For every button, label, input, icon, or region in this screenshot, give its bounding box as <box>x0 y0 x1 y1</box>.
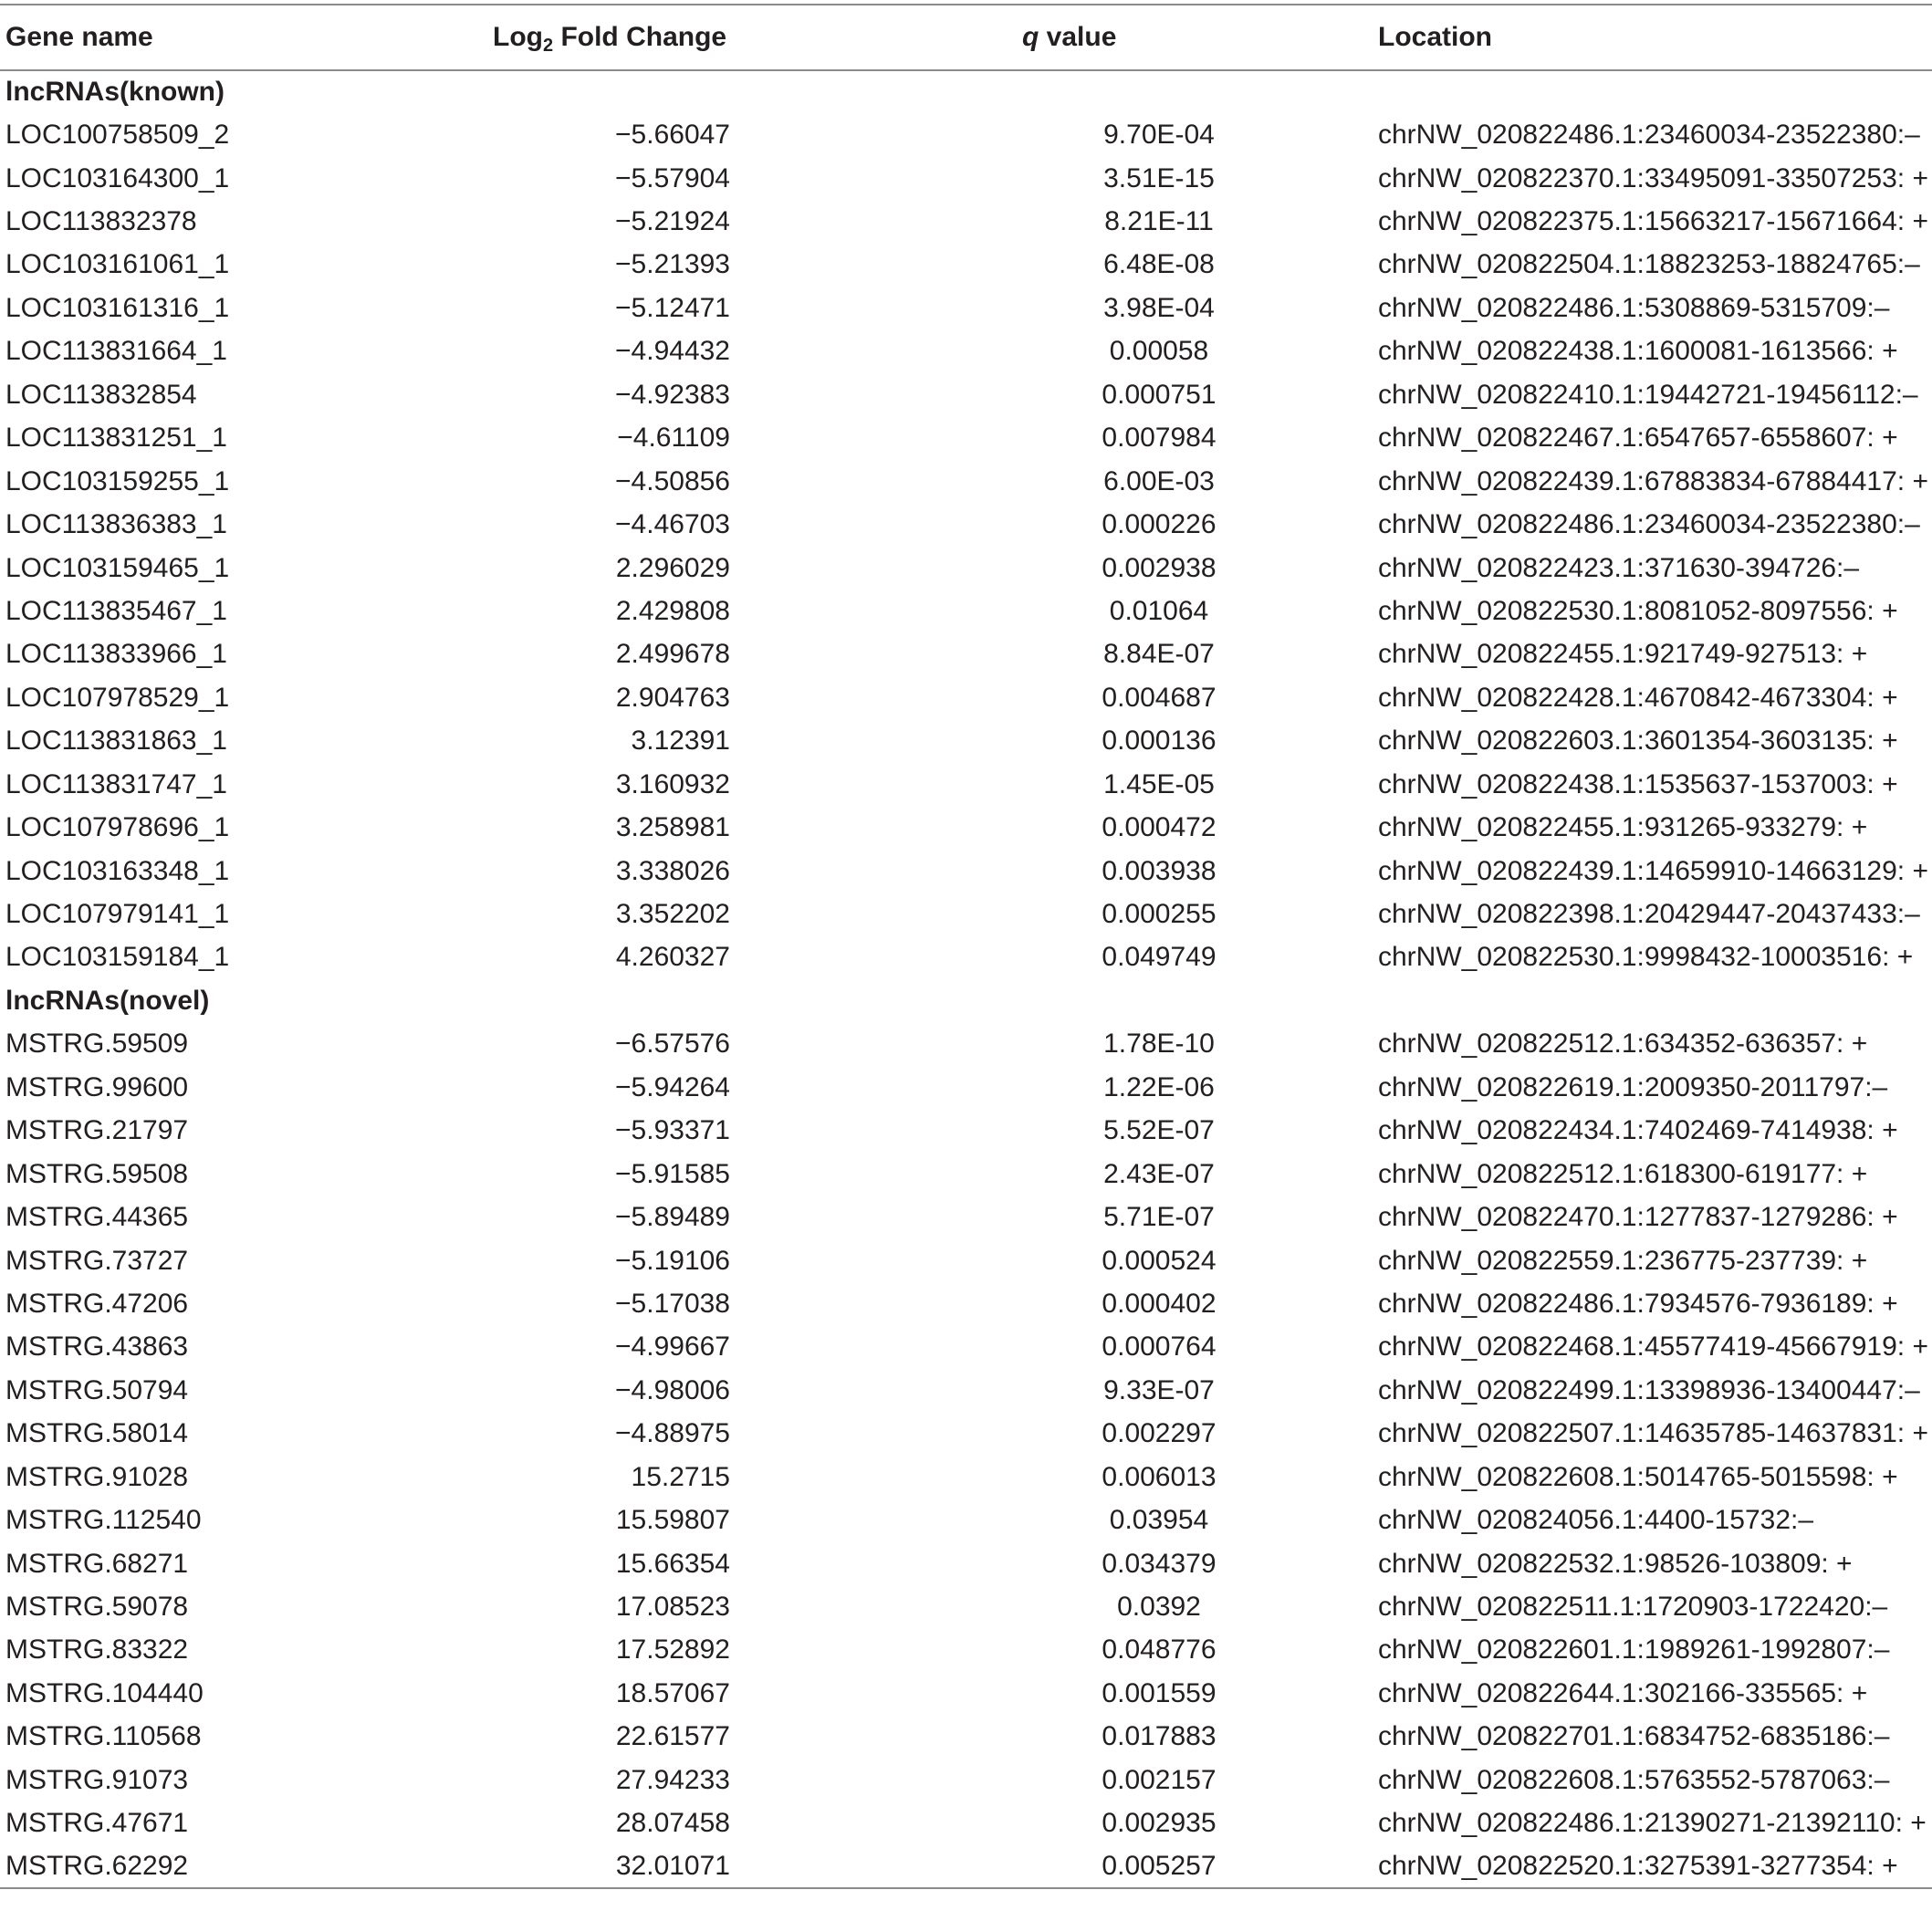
header-log2-fold-change: Log$_2$ Fold Change <box>475 5 949 70</box>
gene-name-cell: MSTRG.47206 <box>5 1288 189 1319</box>
gene-name-cell: LOC103159184_1 <box>5 942 230 973</box>
gene-name-cell: LOC103163348_1 <box>5 855 230 886</box>
location-cell: chrNW_020822428.1:4670842-4673304: + <box>1378 682 1898 713</box>
table-row <box>0 244 1932 287</box>
section-title: lncRNAs(novel) <box>5 985 210 1016</box>
gene-name-cell: MSTRG.59509 <box>5 1029 189 1060</box>
q-value-cell: 6.48E-08 <box>1103 249 1215 280</box>
table-row <box>0 1023 1932 1066</box>
location-cell: chrNW_020822470.1:1277837-1279286: + <box>1378 1202 1898 1233</box>
location-cell: chrNW_020822601.1:1989261-1992807:– <box>1378 1634 1890 1666</box>
section-title: lncRNAs(known) <box>5 77 225 108</box>
gene-name-cell: LOC113835467_1 <box>5 595 227 626</box>
q-value-cell: 5.52E-07 <box>1103 1115 1215 1146</box>
location-cell: chrNW_020822619.1:2009350-2011797:– <box>1378 1071 1888 1102</box>
log2-fold-change-cell: 17.52892 <box>615 1634 730 1666</box>
q-value-cell: 8.84E-07 <box>1103 639 1215 670</box>
location-cell: chrNW_020822520.1:3275391-3277354: + <box>1378 1845 1932 1888</box>
section-header-row <box>0 70 1932 113</box>
gene-name-cell: MSTRG.83322 <box>5 1634 189 1666</box>
log2-fold-change-cell: −4.98006 <box>615 1374 730 1405</box>
log2-fold-change-cell: 32.01071 <box>475 1845 949 1888</box>
location-cell: chrNW_020822486.1:21390271-21392110: + <box>1378 1808 1927 1839</box>
table-row <box>0 893 1932 935</box>
q-value-cell: 0.006013 <box>1102 1461 1217 1492</box>
table-row <box>0 200 1932 243</box>
q-value-cell: 1.78E-10 <box>1103 1029 1215 1060</box>
location-cell: chrNW_020822486.1:7934576-7936189: + <box>1378 1288 1898 1319</box>
table-row <box>0 1585 1932 1628</box>
section-header-row <box>0 979 1932 1022</box>
gene-name-cell: LOC100758509_2 <box>5 120 230 151</box>
log2-fold-change-cell: 3.12391 <box>631 726 730 757</box>
location-cell: chrNW_020822370.1:33495091-33507253: + <box>1378 162 1928 193</box>
q-value-cell: 0.049749 <box>1102 942 1217 973</box>
log2-fold-change-cell: 15.59807 <box>615 1505 730 1536</box>
log2-fold-change-cell: 4.260327 <box>615 942 730 973</box>
q-value-cell: 0.001559 <box>1102 1677 1217 1708</box>
gene-name-cell: MSTRG.43863 <box>5 1331 189 1363</box>
table-row <box>0 1672 1932 1715</box>
location-cell: chrNW_020822455.1:921749-927513: + <box>1378 639 1868 670</box>
log2-fold-change-cell: 22.61577 <box>615 1721 730 1752</box>
table-row <box>0 633 1932 676</box>
location-cell: chrNW_020824056.1:4400-15732:– <box>1378 1505 1814 1536</box>
q-value-cell: 0.000226 <box>1102 509 1217 540</box>
log2-fold-change-cell: 3.352202 <box>615 899 730 930</box>
table-row <box>0 503 1932 546</box>
log2-fold-change-cell: −5.66047 <box>615 120 730 151</box>
gene-name-cell: MSTRG.50794 <box>5 1374 189 1405</box>
gene-name-cell: MSTRG.110568 <box>5 1721 202 1752</box>
table-row <box>0 1629 1932 1672</box>
location-cell: chrNW_020822486.1:23460034-23522380:– <box>1378 509 1920 540</box>
q-value-cell: 0.03954 <box>1109 1505 1209 1536</box>
gene-name-cell: LOC107978529_1 <box>5 682 230 713</box>
gene-name-cell: MSTRG.21797 <box>5 1115 189 1146</box>
table-row <box>0 113 1932 156</box>
gene-name-cell: LOC113833966_1 <box>5 639 227 670</box>
location-cell: chrNW_020822530.1:8081052-8097556: + <box>1378 595 1898 626</box>
gene-name-cell: LOC113831251_1 <box>5 423 227 454</box>
location-cell: chrNW_020822504.1:18823253-18824765:– <box>1378 249 1920 280</box>
log2-fold-change-cell: 3.160932 <box>615 768 730 799</box>
table-row <box>0 373 1932 416</box>
log2-fold-change-cell: −4.50856 <box>615 465 730 496</box>
gene-name-cell: MSTRG.62292 <box>0 1845 475 1888</box>
location-cell: chrNW_020822511.1:1720903-1722420:– <box>1378 1592 1888 1623</box>
gene-name-cell: LOC113831664_1 <box>5 336 227 367</box>
gene-name-cell: LOC107979141_1 <box>5 899 230 930</box>
log2-fold-change-cell: −4.94432 <box>615 336 730 367</box>
log2-fold-change-cell: −5.12471 <box>615 292 730 323</box>
log2-fold-change-cell: −4.92383 <box>615 379 730 410</box>
q-value-cell: 0.003938 <box>1102 855 1217 886</box>
location-cell: chrNW_020822507.1:14635785-14637831: + <box>1378 1418 1928 1449</box>
table-row <box>0 1499 1932 1541</box>
q-value-cell: 0.048776 <box>1102 1634 1217 1666</box>
q-value-cell: 3.98E-04 <box>1103 292 1215 323</box>
table-row <box>0 1066 1932 1109</box>
header-row <box>0 5 1932 70</box>
location-cell: chrNW_020822398.1:20429447-20437433:– <box>1378 899 1920 930</box>
table-row <box>0 676 1932 719</box>
q-value-cell: 0.0392 <box>1117 1592 1201 1623</box>
location-cell: chrNW_020822486.1:23460034-23522380:– <box>1378 120 1920 151</box>
q-value-cell: 0.000472 <box>1102 812 1217 843</box>
location-cell: chrNW_020822559.1:236775-237739: + <box>1378 1245 1868 1276</box>
log2-fold-change-cell: −5.94264 <box>615 1071 730 1102</box>
location-cell: chrNW_020822423.1:371630-394726:– <box>1378 552 1860 583</box>
gene-name-cell: MSTRG.44365 <box>5 1202 189 1233</box>
log2-fold-change-cell: 2.904763 <box>615 682 730 713</box>
gene-name-cell: MSTRG.59078 <box>5 1592 189 1623</box>
gene-name-cell: LOC103164300_1 <box>5 162 230 193</box>
gene-name-cell: LOC113831863_1 <box>5 726 227 757</box>
table-row <box>0 720 1932 763</box>
gene-name-cell: LOC103159255_1 <box>5 465 230 496</box>
location-cell: chrNW_020822410.1:19442721-19456112:– <box>1378 379 1918 410</box>
table-row <box>0 417 1932 460</box>
log2-fold-change-cell: 3.258981 <box>615 812 730 843</box>
q-value-cell: 0.007984 <box>1102 423 1217 454</box>
q-value-cell: 1.22E-06 <box>1103 1071 1215 1102</box>
log2-fold-change-cell: −4.61109 <box>617 423 730 454</box>
location-cell: chrNW_020822439.1:14659910-14663129: + <box>1378 855 1928 886</box>
q-value-cell: 0.000136 <box>1102 726 1217 757</box>
log2-fold-change-cell: −6.57576 <box>615 1029 730 1060</box>
table-row <box>0 1110 1932 1153</box>
location-cell: chrNW_020822512.1:618300-619177: + <box>1378 1158 1868 1189</box>
lncrna-table <box>0 4 1932 1889</box>
table-row <box>0 1239 1932 1282</box>
gene-name-cell: MSTRG.59508 <box>5 1158 189 1189</box>
header-gene-name: Gene name <box>0 5 475 70</box>
location-cell: chrNW_020822603.1:3601354-3603135: + <box>1378 726 1898 757</box>
q-value-cell: 8.21E-11 <box>1104 206 1214 237</box>
gene-name-cell: MSTRG.58014 <box>5 1418 189 1449</box>
table-row <box>0 763 1932 806</box>
location-cell: chrNW_020822467.1:6547657-6558607: + <box>1378 423 1898 454</box>
table-row <box>0 936 1932 979</box>
q-value-cell: 0.017883 <box>1102 1721 1217 1752</box>
table-header <box>0 5 1932 70</box>
log2-fold-change-cell: −4.46703 <box>615 509 730 540</box>
q-value-cell: 9.70E-04 <box>1103 120 1215 151</box>
log2-fold-change-cell: 18.57067 <box>615 1677 730 1708</box>
gene-name-cell: LOC113831747_1 <box>5 768 227 799</box>
location-cell: chrNW_020822499.1:13398936-13400447:– <box>1378 1374 1920 1405</box>
location-cell: chrNW_020822644.1:302166-335565: + <box>1378 1677 1868 1708</box>
log2-fold-change-cell: −5.93371 <box>615 1115 730 1146</box>
location-cell: chrNW_020822512.1:634352-636357: + <box>1378 1029 1868 1060</box>
location-cell: chrNW_020822530.1:9998432-10003516: + <box>1378 942 1914 973</box>
table-row <box>0 547 1932 590</box>
q-value-cell: 0.002157 <box>1102 1764 1217 1795</box>
q-value-cell: 0.01064 <box>1109 595 1209 626</box>
table-row <box>0 1456 1932 1499</box>
location-cell: chrNW_020822468.1:45577419-45667919: + <box>1378 1331 1928 1363</box>
log2-fold-change-cell: −5.91585 <box>615 1158 730 1189</box>
gene-name-cell: LOC107978696_1 <box>5 812 230 843</box>
location-cell: chrNW_020822701.1:6834752-6835186:– <box>1378 1721 1890 1752</box>
table-row <box>0 1326 1932 1369</box>
gene-name-cell: LOC103161061_1 <box>5 249 230 280</box>
table-row <box>0 1542 1932 1585</box>
log2-fold-change-cell: −5.17038 <box>615 1288 730 1319</box>
table-row <box>0 1282 1932 1325</box>
table-row <box>0 1369 1932 1412</box>
log2-fold-change-cell: 2.429808 <box>615 595 730 626</box>
gene-name-cell: LOC113832378 <box>5 206 197 237</box>
log2-fold-change-cell: 28.07458 <box>615 1808 730 1839</box>
location-cell: chrNW_020822486.1:5308869-5315709:– <box>1378 292 1890 323</box>
location-cell: chrNW_020822438.1:1600081-1613566: + <box>1378 336 1898 367</box>
log2-fold-change-cell: 17.08523 <box>615 1592 730 1623</box>
location-cell: chrNW_020822455.1:931265-933279: + <box>1378 812 1868 843</box>
header-q-value: q value <box>949 5 1378 70</box>
gene-name-cell: MSTRG.68271 <box>5 1548 189 1579</box>
location-cell: chrNW_020822608.1:5014765-5015598: + <box>1378 1461 1898 1492</box>
table-row <box>0 1196 1932 1238</box>
log2-fold-change-cell: 15.66354 <box>615 1548 730 1579</box>
q-value-cell: 0.004687 <box>1102 682 1217 713</box>
location-cell: chrNW_020822375.1:15663217-15671664: + <box>1378 206 1928 237</box>
table-row <box>0 460 1932 503</box>
header-location: Location <box>1378 5 1932 70</box>
gene-name-cell: MSTRG.112540 <box>5 1505 202 1536</box>
gene-name-cell: MSTRG.47671 <box>5 1808 189 1839</box>
q-value-cell: 0.000764 <box>1102 1331 1217 1363</box>
log2-fold-change-cell: 15.2715 <box>631 1461 730 1492</box>
q-value-cell: 0.000402 <box>1102 1288 1217 1319</box>
location-cell: chrNW_020822434.1:7402469-7414938: + <box>1378 1115 1898 1146</box>
q-value-cell: 6.00E-03 <box>1103 465 1215 496</box>
q-value-cell: 0.002935 <box>1102 1808 1217 1839</box>
table-body <box>0 70 1932 1888</box>
q-value-cell: 0.00058 <box>1109 336 1209 367</box>
gene-name-cell: MSTRG.99600 <box>5 1071 189 1102</box>
gene-name-cell: LOC113836383_1 <box>5 509 227 540</box>
q-value-cell: 0.000751 <box>1102 379 1217 410</box>
location-cell: chrNW_020822532.1:98526-103809: + <box>1378 1548 1853 1579</box>
q-value-cell: 0.005257 <box>949 1845 1378 1888</box>
q-value-cell: 0.002297 <box>1102 1418 1217 1449</box>
q-value-cell: 0.034379 <box>1102 1548 1217 1579</box>
table-row <box>0 330 1932 373</box>
q-value-cell: 2.43E-07 <box>1103 1158 1215 1189</box>
log2-fold-change-cell: 27.94233 <box>615 1764 730 1795</box>
log2-fold-change-cell: −5.19106 <box>615 1245 730 1276</box>
log2-fold-change-cell: −5.21393 <box>615 249 730 280</box>
table-row <box>0 1716 1932 1759</box>
q-value-cell: 0.002938 <box>1102 552 1217 583</box>
gene-name-cell: MSTRG.104440 <box>5 1677 204 1708</box>
q-value-cell: 5.71E-07 <box>1103 1202 1215 1233</box>
table-row <box>0 1413 1932 1456</box>
log2-fold-change-cell: −4.88975 <box>615 1418 730 1449</box>
log2-fold-change-cell: 2.499678 <box>615 639 730 670</box>
log2-fold-change-cell: −4.99667 <box>615 1331 730 1363</box>
table-row <box>0 850 1932 893</box>
table-row <box>0 1802 1932 1845</box>
table-row <box>0 157 1932 200</box>
table-row <box>0 287 1932 329</box>
q-value-cell: 9.33E-07 <box>1103 1374 1215 1405</box>
gene-name-cell: LOC103159465_1 <box>5 552 230 583</box>
table-row <box>0 1759 1932 1801</box>
log2-fold-change-cell: −5.89489 <box>615 1202 730 1233</box>
log2-fold-change-cell: 3.338026 <box>615 855 730 886</box>
q-value-cell: 3.51E-15 <box>1103 162 1215 193</box>
q-value-cell: 0.000524 <box>1102 1245 1217 1276</box>
q-value-cell: 0.000255 <box>1102 899 1217 930</box>
gene-name-cell: LOC113832854 <box>5 379 197 410</box>
gene-name-cell: MSTRG.91073 <box>5 1764 189 1795</box>
log2-fold-change-cell: −5.21924 <box>615 206 730 237</box>
table-row <box>0 1845 1932 1888</box>
gene-name-cell: MSTRG.91028 <box>5 1461 189 1492</box>
table-row <box>0 590 1932 632</box>
gene-name-cell: MSTRG.73727 <box>5 1245 189 1276</box>
gene-name-cell: LOC103161316_1 <box>5 292 230 323</box>
q-value-cell: 1.45E-05 <box>1103 768 1215 799</box>
table-row <box>0 806 1932 849</box>
log2-fold-change-cell: −5.57904 <box>615 162 730 193</box>
location-cell: chrNW_020822608.1:5763552-5787063:– <box>1378 1764 1890 1795</box>
table-row <box>0 1153 1932 1196</box>
location-cell: chrNW_020822439.1:67883834-67884417: + <box>1378 465 1928 496</box>
location-cell: chrNW_020822438.1:1535637-1537003: + <box>1378 768 1898 799</box>
log2-fold-change-cell: 2.296029 <box>615 552 730 583</box>
